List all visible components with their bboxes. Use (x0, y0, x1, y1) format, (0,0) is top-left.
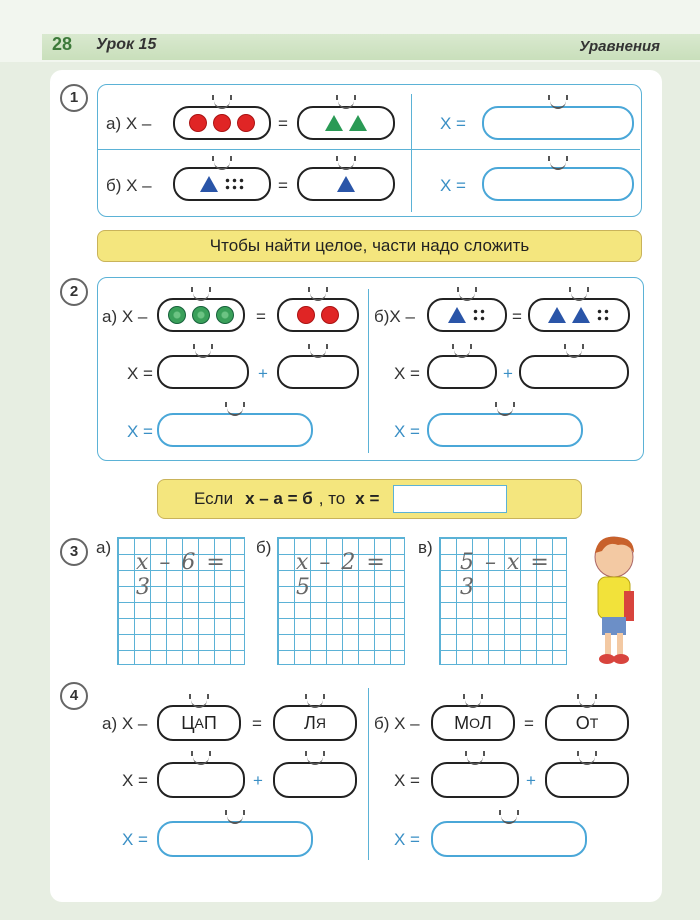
arc-mark (310, 290, 326, 301)
dots-icon (472, 308, 486, 322)
task4b-result-x-equals: Х = (394, 830, 420, 849)
task1a-whole-card (173, 106, 271, 140)
task2b-answer-input[interactable] (427, 413, 583, 447)
arc-mark (310, 347, 326, 358)
task-number-4: 4 (60, 682, 88, 710)
task3c-grid[interactable] (439, 537, 567, 665)
task1b-prefix: б) Х – (106, 176, 152, 195)
task4a-plus: + (253, 771, 263, 790)
rule-banner-1: Чтобы найти целое, части надо сложить (97, 230, 642, 262)
green-circle-icon (168, 306, 186, 324)
task4b-term2-input[interactable] (545, 762, 629, 798)
arc-mark (307, 754, 323, 765)
task1a-answer-input[interactable] (482, 106, 634, 140)
task3c-label: в) (418, 538, 433, 557)
letter: П (203, 712, 217, 733)
page-number: 28 (52, 34, 73, 54)
task2a-plus: + (258, 364, 268, 383)
rule2-answer-input[interactable] (393, 485, 507, 513)
letter: Ц (181, 712, 195, 733)
arc-mark (338, 98, 354, 109)
red-circle-icon (321, 306, 339, 324)
task-number-3: 3 (60, 538, 88, 566)
rule2-x: х = (355, 489, 380, 508)
dots-icon (596, 308, 610, 322)
rule2-if: Если (194, 489, 234, 508)
task2b-part-card (528, 298, 630, 332)
arc-mark (338, 159, 354, 170)
task3a-label: а) (96, 538, 112, 557)
task4a-term1-input[interactable] (157, 762, 245, 798)
task-number-2: 2 (60, 278, 88, 306)
task2a-result-x-equals: Х = (127, 422, 153, 441)
task2a-equals: = (256, 307, 266, 326)
task4a-equals: = (252, 714, 262, 733)
task4b-whole-card (431, 705, 515, 741)
task2b-plus: + (503, 364, 513, 383)
task1b-answer-input[interactable] (482, 167, 634, 201)
task2a-part-card (277, 298, 359, 332)
arc-mark (467, 754, 483, 765)
task1a-part-card (297, 106, 395, 140)
rule-banner-2 (157, 479, 582, 519)
task3a-equation: x – 6 = 3 (136, 550, 227, 600)
topic-title: Уравнения (579, 38, 660, 55)
red-circle-icon (213, 114, 231, 132)
letter: О (575, 712, 590, 733)
rule2-formula: х – а = б (245, 489, 313, 508)
arc-mark (193, 754, 209, 765)
blue-triangle-icon (548, 307, 566, 323)
task2-divider (368, 289, 369, 453)
arc-mark (501, 813, 517, 824)
letter-subscript: О (469, 715, 481, 731)
letter-subscript: Я (315, 715, 326, 731)
red-circle-icon (297, 306, 315, 324)
arc-mark (465, 697, 481, 708)
task2a-whole-card (157, 298, 245, 332)
task1b-x-equals: Х = (440, 176, 466, 195)
task1b-part-card (297, 167, 395, 201)
task4b-prefix: б) Х – (374, 714, 420, 733)
arc-mark (459, 290, 475, 301)
green-circle-icon (216, 306, 234, 324)
task4-divider (368, 688, 369, 860)
arc-mark (566, 347, 582, 358)
task4b-plus: + (526, 771, 536, 790)
task2b-whole-card (427, 298, 507, 332)
green-triangle-icon (349, 115, 367, 131)
task2a-prefix: а) Х – (102, 307, 148, 326)
task2b-term2-input[interactable] (519, 355, 629, 389)
blue-triangle-icon (337, 176, 355, 192)
arc-mark (214, 98, 230, 109)
task2b-prefix: б)Х – (374, 307, 415, 326)
arc-mark (214, 159, 230, 170)
lesson-title: Урок 15 (96, 36, 157, 53)
task1-divider (411, 94, 412, 212)
letter-subscript: Т (589, 715, 599, 731)
green-circle-icon (192, 306, 210, 324)
letter: Л (304, 712, 316, 733)
blue-triangle-icon (572, 307, 590, 323)
arc-mark (579, 754, 595, 765)
letter: Л (480, 712, 492, 733)
task4b-term1-input[interactable] (431, 762, 519, 798)
task1a-prefix: а) Х – (106, 114, 152, 133)
task1a-equals: = (278, 114, 288, 133)
task3b-equation: x – 2 = 5 (296, 550, 387, 600)
task4a-x-equals: Х = (122, 771, 148, 790)
task4a-result-x-equals: Х = (122, 830, 148, 849)
task4a-part-card (273, 705, 357, 741)
task2b-result-x-equals: Х = (394, 422, 420, 441)
arc-mark (191, 697, 207, 708)
arc-mark (227, 405, 243, 416)
task2b-equals: = (512, 307, 522, 326)
task3a-grid[interactable] (117, 537, 245, 665)
red-circle-icon (237, 114, 255, 132)
task4a-answer-input[interactable] (157, 821, 313, 857)
arc-mark (497, 405, 513, 416)
task1b-equals: = (278, 176, 288, 195)
task1-hdivider (98, 149, 640, 150)
red-circle-icon (189, 114, 207, 132)
task2b-term1-input[interactable] (427, 355, 497, 389)
task3b-grid[interactable] (277, 537, 405, 665)
task4b-answer-input[interactable] (431, 821, 587, 857)
green-triangle-icon (325, 115, 343, 131)
task4a-term2-input[interactable] (273, 762, 357, 798)
task1a-x-equals: Х = (440, 114, 466, 133)
boy-illustration (584, 533, 646, 668)
task4b-equals: = (524, 714, 534, 733)
arc-mark (579, 697, 595, 708)
task2a-answer-input[interactable] (157, 413, 313, 447)
arc-mark (195, 347, 211, 358)
arc-mark (193, 290, 209, 301)
blue-triangle-icon (448, 307, 466, 323)
task3b-label: б) (256, 538, 272, 557)
arc-mark (227, 813, 243, 824)
task3c-equation: 5 – x = 3 (460, 550, 551, 600)
arc-mark (550, 98, 566, 109)
letter: М (454, 712, 470, 733)
arc-mark (307, 697, 323, 708)
task4a-whole-card (157, 705, 241, 741)
task2a-term2-input[interactable] (277, 355, 359, 389)
arc-mark (571, 290, 587, 301)
letter-subscript: А (194, 715, 204, 731)
task4b-part-card (545, 705, 629, 741)
task2a-x-equals: Х = (127, 364, 153, 383)
task1b-whole-card (173, 167, 271, 201)
blue-triangle-icon (200, 176, 218, 192)
rule2-then: , то (318, 489, 346, 508)
task2b-x-equals: Х = (394, 364, 420, 383)
task4a-prefix: а) Х – (102, 714, 148, 733)
dots-icon (224, 177, 244, 191)
arc-mark (550, 159, 566, 170)
task2a-term1-input[interactable] (157, 355, 249, 389)
arc-mark (454, 347, 470, 358)
task-number-1: 1 (60, 84, 88, 112)
task4b-x-equals: Х = (394, 771, 420, 790)
